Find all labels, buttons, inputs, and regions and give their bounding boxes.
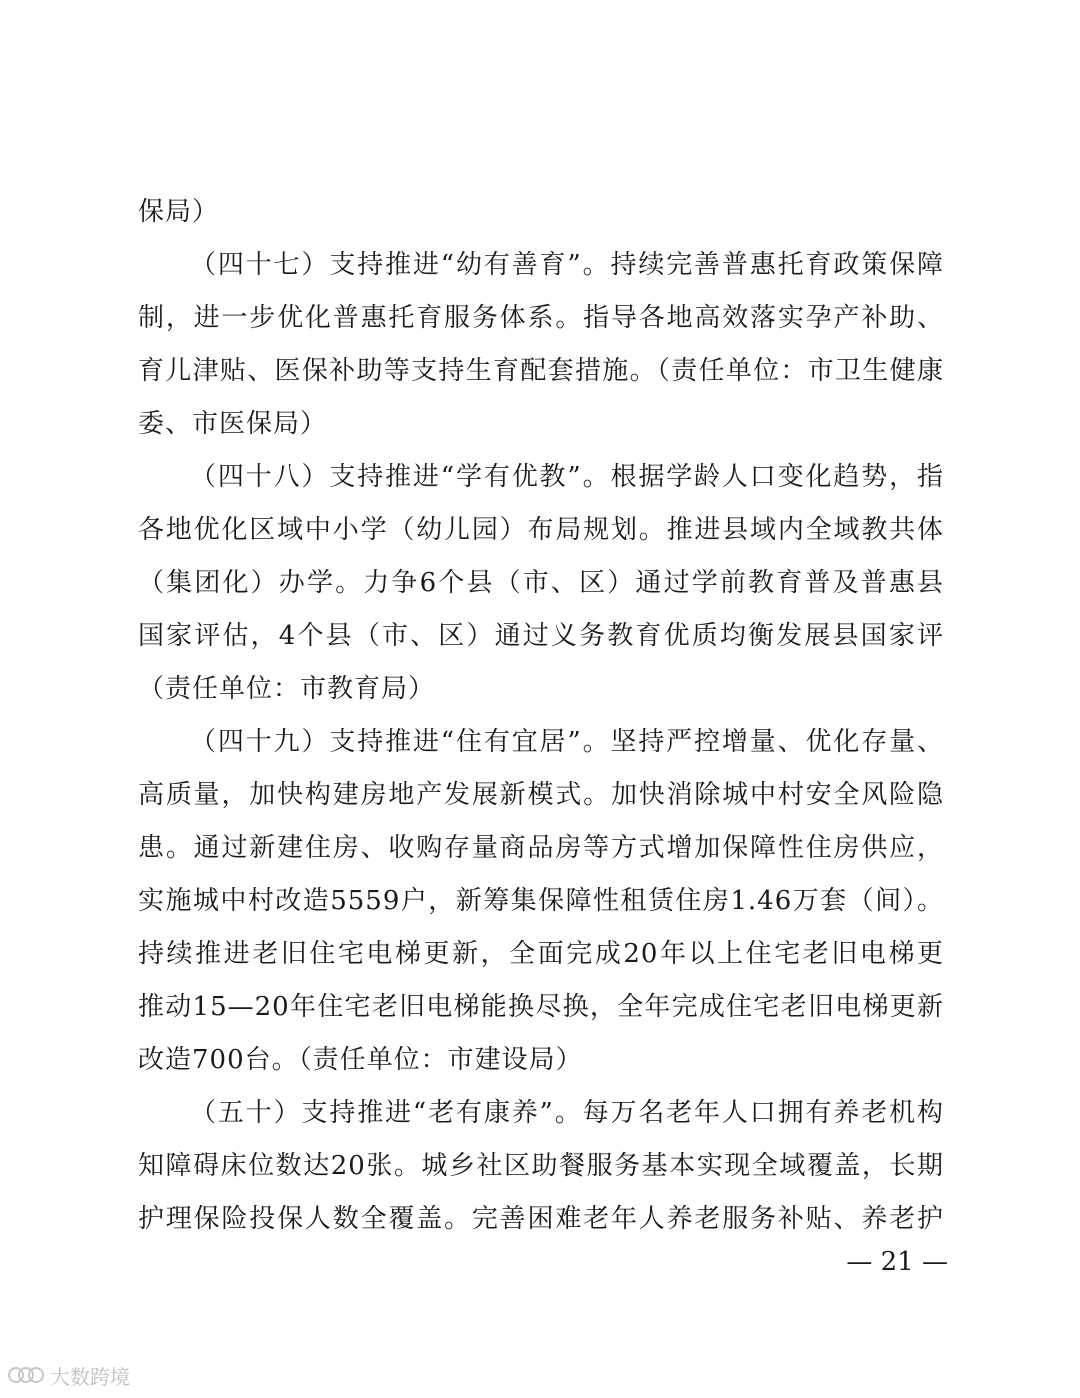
paragraph-50-line: 护理保险投保人数全覆盖。完善困难老年人养老服务补贴、养老护 bbox=[138, 1204, 944, 1234]
watermark-text: 大数跨境 bbox=[50, 1364, 130, 1389]
watermark bbox=[8, 1360, 130, 1390]
paragraph-49-line: 患。通过新建住房、收购存量商品房等方式增加保障性住房供应， bbox=[138, 833, 944, 863]
paragraph-50-line: （五十）支持推进“老有康养”。每万名老年人口拥有养老机构 bbox=[190, 1098, 944, 1128]
paragraph-48-line: 各地优化区域中小学（幼儿园）布局规划。推进县域内全域教共体 bbox=[138, 515, 944, 545]
body-text bbox=[138, 186, 944, 1246]
paragraph-47-line: （四十七）支持推进“幼有善育”。持续完善普惠托育政策保障 bbox=[190, 250, 944, 280]
paragraph-49-line: 实施城中村改造5559户，新筹集保障性租赁住房1.46万套（间）。 bbox=[138, 886, 944, 916]
paragraph-49-line: 高质量，加快构建房地产发展新模式。加快消除城中村安全风险隐 bbox=[138, 780, 944, 810]
paragraph-48-line: 国家评估，4个县（市、区）通过义务教育优质均衡发展县国家评 bbox=[138, 621, 944, 651]
paragraph-50-line: 知障碍床位数达20张。城乡社区助餐服务基本实现全域覆盖，长期 bbox=[138, 1151, 944, 1181]
text-line: 保局） bbox=[138, 197, 220, 227]
paragraph-49-line: 改造700台。（责任单位：市建设局） bbox=[138, 1045, 583, 1075]
paragraph-48-line: （集团化）办学。力争6个县（市、区）通过学前教育普及普惠县 bbox=[138, 568, 944, 598]
paragraph-49-line: 持续推进老旧住宅电梯更新，全面完成20年以上住宅老旧电梯更 bbox=[138, 939, 944, 969]
paragraph-47-line: 委、市医保局） bbox=[138, 409, 328, 439]
paragraph-48-line: （四十八）支持推进“学有优教”。根据学龄人口变化趋势，指 bbox=[190, 462, 944, 492]
paragraph-47-line: 育儿津贴、医保补助等支持生育配套措施。（责任单位：市卫生健康 bbox=[138, 356, 944, 386]
paragraph-49-line: 推动15—20年住宅老旧电梯能换尽换，全年完成住宅老旧电梯更新 bbox=[138, 992, 944, 1022]
watermark-logo-icon bbox=[8, 1363, 44, 1387]
paragraph-47-line: 制，进一步优化普惠托育服务体系。指导各地高效落实孕产补助、 bbox=[138, 303, 944, 333]
paragraph-48-line: （责任单位：市教育局） bbox=[138, 674, 436, 704]
page-number: — 21 — bbox=[846, 1247, 948, 1277]
paragraph-49-line: （四十九）支持推进“住有宜居”。坚持严控增量、优化存量、 bbox=[190, 727, 944, 757]
